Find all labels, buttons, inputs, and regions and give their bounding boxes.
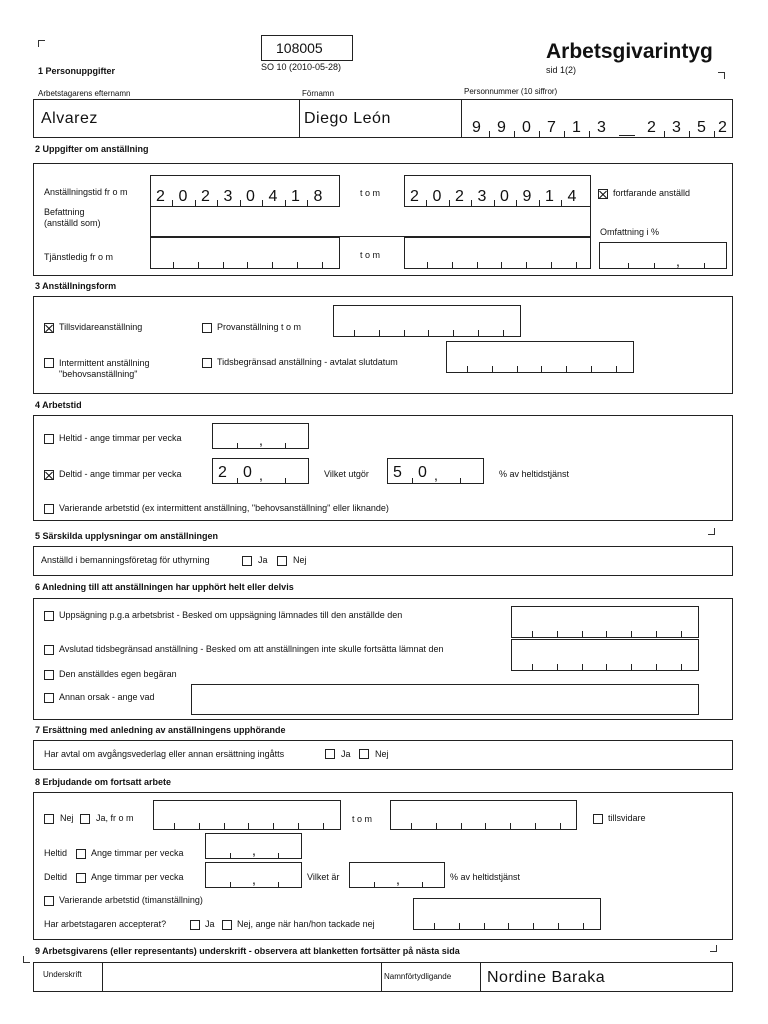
comma: , [259, 467, 263, 483]
name-label: Namnförtydligande [384, 972, 452, 981]
tick [460, 478, 461, 484]
tick-marks [411, 823, 561, 829]
offer-varying-label: Varierande arbetstid (timanställning) [59, 895, 203, 905]
tick [285, 200, 286, 206]
percent-digit: 5 [393, 464, 402, 481]
tick [237, 443, 238, 449]
offer-percent-field[interactable] [349, 862, 445, 888]
section-8-heading: 8 Erbjudande om fortsatt arbete [35, 777, 172, 787]
probation-date-field[interactable] [333, 305, 521, 337]
offer-parttime-checkbox[interactable] [76, 873, 86, 883]
until-further-label: Tillsvidareanställning [59, 322, 143, 332]
date-digit: 2 [156, 188, 165, 205]
title-label: Befattning [44, 207, 85, 217]
probation-checkbox[interactable] [202, 323, 212, 333]
parttime-hours-field[interactable] [212, 458, 309, 484]
tick [172, 200, 173, 206]
offer-fulltime-hours-field[interactable] [205, 833, 302, 859]
own-request-checkbox[interactable] [44, 670, 54, 680]
from-digits [156, 188, 336, 208]
intermittent-checkbox[interactable] [44, 358, 54, 368]
tick [426, 200, 427, 206]
date-digit: 3 [477, 188, 487, 205]
intermittent-label: Intermittent anställning [59, 358, 150, 368]
section-2-heading: 2 Uppgifter om anställning [35, 144, 149, 154]
offer-parttime-hours-field[interactable] [205, 862, 302, 888]
severance-yes-checkbox[interactable] [325, 749, 335, 759]
staffing-label: Anställd i bemanningsföretag för uthyrning [41, 555, 210, 565]
tom-digits [410, 188, 590, 208]
staffing-no-label: Nej [293, 555, 307, 565]
accepted-label: Har arbetstagaren accepterat? [44, 919, 167, 929]
fixed-term-label: Tidsbegränsad anställning - avtalat slutdatum [217, 357, 398, 367]
hours-digit: 0 [243, 464, 252, 481]
tick [654, 263, 655, 269]
offer-until-further-checkbox[interactable] [593, 814, 603, 824]
tick [230, 882, 231, 888]
tick [564, 131, 565, 137]
parttime-label: Deltid - ange timmar per vecka [59, 469, 182, 479]
hours-digit: 2 [218, 464, 227, 481]
fixed-ended-label: Avslutad tidsbegränsad anställning - Besked om att anställningen inte skulle fortsätta lämnat den [59, 644, 444, 654]
accepted-no-label: Nej, ange när han/hon tackade nej [237, 919, 375, 929]
offer-no-label: Nej [60, 813, 74, 823]
fixed-ended-date-field[interactable] [511, 639, 699, 671]
fulltime-label: Heltid - ange timmar per vecka [59, 433, 182, 443]
tick [240, 200, 241, 206]
form-title: Arbetsgivarintyg [546, 40, 713, 63]
tick [278, 853, 279, 859]
form-number-box [261, 35, 353, 61]
tick [449, 200, 450, 206]
section-4-heading: 4 Arbetstid [35, 400, 82, 410]
date-digit: 0 [432, 188, 442, 205]
corner-mark [708, 528, 715, 535]
tick-marks [174, 823, 324, 829]
offer-yes-checkbox[interactable] [80, 814, 90, 824]
tick [714, 131, 715, 137]
fixed-ended-checkbox[interactable] [44, 645, 54, 655]
parttime-checkbox[interactable] [44, 470, 54, 480]
tick [422, 882, 423, 888]
tick-marks [427, 262, 577, 268]
parttime-percent-field[interactable] [387, 458, 484, 484]
comma: , [252, 842, 256, 858]
form-version: SO 10 (2010-05-28) [261, 62, 342, 72]
redundancy-label: Uppsägning p.g.a arbetsbrist - Besked om uppsägning lämnades till den anställde den [59, 610, 403, 620]
tick [195, 200, 196, 206]
pnr-digit: 2 [718, 119, 727, 136]
ongoing-checkbox[interactable] [598, 189, 608, 199]
tick [412, 478, 413, 484]
date-digit: 8 [313, 188, 323, 205]
until-further-checkbox[interactable] [44, 323, 54, 333]
date-digit: 2 [410, 188, 419, 205]
lastname-label: Arbetstagarens efternamn [38, 89, 131, 98]
fulltime-checkbox[interactable] [44, 434, 54, 444]
date-digit: 2 [455, 188, 464, 205]
date-digit: 2 [201, 188, 210, 205]
offer-parttime-hours-label: Ange timmar per vecka [91, 872, 184, 882]
offer-no-checkbox[interactable] [44, 814, 54, 824]
percent-label: % av heltidstjänst [499, 469, 570, 479]
corner-mark [23, 956, 30, 963]
date-digit: 4 [268, 188, 278, 205]
firstname-value[interactable]: Diego León [304, 110, 391, 127]
tick [514, 131, 515, 137]
tick [704, 263, 705, 269]
offer-tom-field[interactable] [390, 800, 577, 830]
tom-label: t o m [360, 188, 381, 198]
corner-mark [38, 40, 45, 47]
varying-label: Varierande arbetstid (ex intermittent anställning, "behovsanställning" eller liknande) [59, 503, 389, 513]
tick [516, 200, 517, 206]
date-digit: 1 [545, 188, 554, 205]
declined-date-field[interactable] [413, 898, 601, 930]
section-3-heading: 3 Anställningsform [35, 281, 117, 291]
section-9-heading: 9 Arbetsgivarens (eller representants) underskrift - observera att blanketten fortsätter på nästa sida [35, 946, 460, 956]
date-digit: 3 [223, 188, 233, 205]
tick [237, 478, 238, 484]
offer-percent-label: % av heltidstjänst [450, 872, 521, 882]
pnr-digit: 1 [572, 119, 581, 136]
intermittent-label-2: "behovsanställning" [59, 369, 138, 379]
tick [285, 478, 286, 484]
pnr-digit: 2 [647, 119, 656, 136]
severance-label: Har avtal om avgångsvederlag eller annan ersättning ingåtts [44, 749, 285, 759]
tick [539, 131, 540, 137]
section-5-heading: 5 Särskilda upplysningar om anställningen [35, 531, 219, 541]
comma: , [252, 871, 256, 887]
pnr-field[interactable] [462, 99, 732, 138]
redundancy-checkbox[interactable] [44, 611, 54, 621]
date-digit: 4 [567, 188, 577, 205]
offer-tom-label: t o m [352, 814, 373, 824]
pnr-digit: 9 [472, 119, 481, 136]
pnr-digit: 9 [497, 119, 506, 136]
date-digit: 0 [178, 188, 188, 205]
divider [480, 962, 481, 992]
accepted-yes-checkbox[interactable] [190, 920, 200, 930]
comma: , [396, 871, 400, 887]
date-digit: 0 [500, 188, 509, 205]
tick [689, 131, 690, 137]
offer-yes-label: Ja, fr o m [96, 813, 134, 823]
offer-varying-checkbox[interactable] [44, 896, 54, 906]
date-digit: 9 [522, 188, 532, 205]
leave-tom-label: t o m [360, 250, 381, 260]
tom-date-field[interactable] [404, 175, 591, 207]
other-reason-checkbox[interactable] [44, 693, 54, 703]
tick [489, 131, 490, 137]
tick [307, 200, 308, 206]
severance-yes-label: Ja [341, 749, 351, 759]
tick [262, 200, 263, 206]
tick [471, 200, 472, 206]
scope-label: Omfattning i % [600, 227, 660, 237]
tick [217, 200, 218, 206]
tick-marks [354, 330, 504, 336]
comma: , [259, 432, 263, 448]
tick [230, 853, 231, 859]
tick-marks [532, 664, 682, 670]
divider [299, 99, 300, 138]
signature-field[interactable] [103, 963, 380, 991]
tick [628, 263, 629, 269]
tick [374, 882, 375, 888]
date-digit: 0 [246, 188, 255, 205]
section-6-heading: 6 Anledning till att anställningen har upphört helt eller delvis [35, 582, 294, 592]
offer-until-further-label: tillsvidare [608, 813, 646, 823]
tick [285, 443, 286, 449]
offer-of-label: Vilket är [307, 872, 340, 882]
offer-fulltime-checkbox[interactable] [76, 849, 86, 859]
pnr-label: Personnummer (10 siffror) [464, 87, 558, 96]
scope-field[interactable] [599, 242, 727, 269]
offer-parttime-label: Deltid [44, 872, 68, 882]
fixed-term-date-field[interactable] [446, 341, 634, 373]
tick [664, 131, 665, 137]
tick [539, 200, 540, 206]
tick-marks [434, 923, 584, 929]
leave-tom-field[interactable] [404, 237, 591, 269]
accepted-yes-label: Ja [205, 919, 215, 929]
offer-from-field[interactable] [153, 800, 341, 830]
comma: , [676, 253, 680, 269]
pnr-digit: 3 [597, 119, 606, 136]
title-field[interactable] [150, 207, 591, 237]
signature-label: Underskrift [43, 970, 82, 979]
offer-fulltime-label: Heltid [44, 848, 68, 858]
divider [381, 962, 382, 992]
page-indicator: sid 1(2) [546, 65, 577, 75]
other-reason-field[interactable] [191, 684, 699, 715]
pnr-digit: 3 [672, 119, 681, 136]
lastname-value[interactable]: Alvarez [41, 110, 98, 127]
offer-fulltime-hours-label: Ange timmar per vecka [91, 848, 184, 858]
leave-from-field[interactable] [150, 237, 340, 269]
other-reason-label: Annan orsak - ange vad [59, 692, 155, 702]
from-date-field[interactable] [150, 175, 340, 207]
corner-mark [710, 945, 717, 952]
from-label: Anställningstid fr o m [44, 187, 128, 197]
fixed-term-checkbox[interactable] [202, 358, 212, 368]
varying-checkbox[interactable] [44, 504, 54, 514]
tick [561, 200, 562, 206]
tick [278, 882, 279, 888]
pnr-digit: 7 [547, 119, 556, 136]
comma: , [434, 467, 438, 483]
corner-mark [718, 72, 725, 79]
severance-no-label: Nej [375, 749, 389, 759]
tick-marks [173, 262, 323, 268]
title-label-2: (anställd som) [44, 218, 101, 228]
accepted-no-checkbox[interactable] [222, 920, 232, 930]
pnr-digit: 0 [522, 119, 531, 136]
staffing-yes-checkbox[interactable] [242, 556, 252, 566]
severance-no-checkbox[interactable] [359, 749, 369, 759]
date-digit: 1 [291, 188, 300, 205]
probation-label: Provanställning t o m [217, 322, 302, 332]
form-number: 108005 [276, 40, 323, 56]
tick-marks [532, 631, 682, 637]
section-1-heading: 1 Personuppgifter [38, 66, 116, 76]
redundancy-date-field[interactable] [511, 606, 699, 638]
fulltime-hours-field[interactable] [212, 423, 309, 449]
ongoing-label: fortfarande anställd [613, 188, 691, 198]
tick [589, 131, 590, 137]
firstname-label: Förnamn [302, 89, 335, 98]
name-value[interactable]: Nordine Baraka [487, 969, 606, 986]
part-of-label: Vilket utgör [324, 469, 369, 479]
pnr-dash [619, 135, 635, 136]
staffing-no-checkbox[interactable] [277, 556, 287, 566]
percent-digit: 0 [418, 464, 427, 481]
staffing-yes-label: Ja [258, 555, 268, 565]
leave-label: Tjänstledig fr o m [44, 252, 114, 262]
section-7-heading: 7 Ersättning med anledning av anställningens upphörande [35, 725, 286, 735]
own-request-label: Den anställdes egen begäran [59, 669, 177, 679]
pnr-digit: 5 [697, 119, 706, 136]
tick [494, 200, 495, 206]
tick-marks [467, 366, 617, 372]
